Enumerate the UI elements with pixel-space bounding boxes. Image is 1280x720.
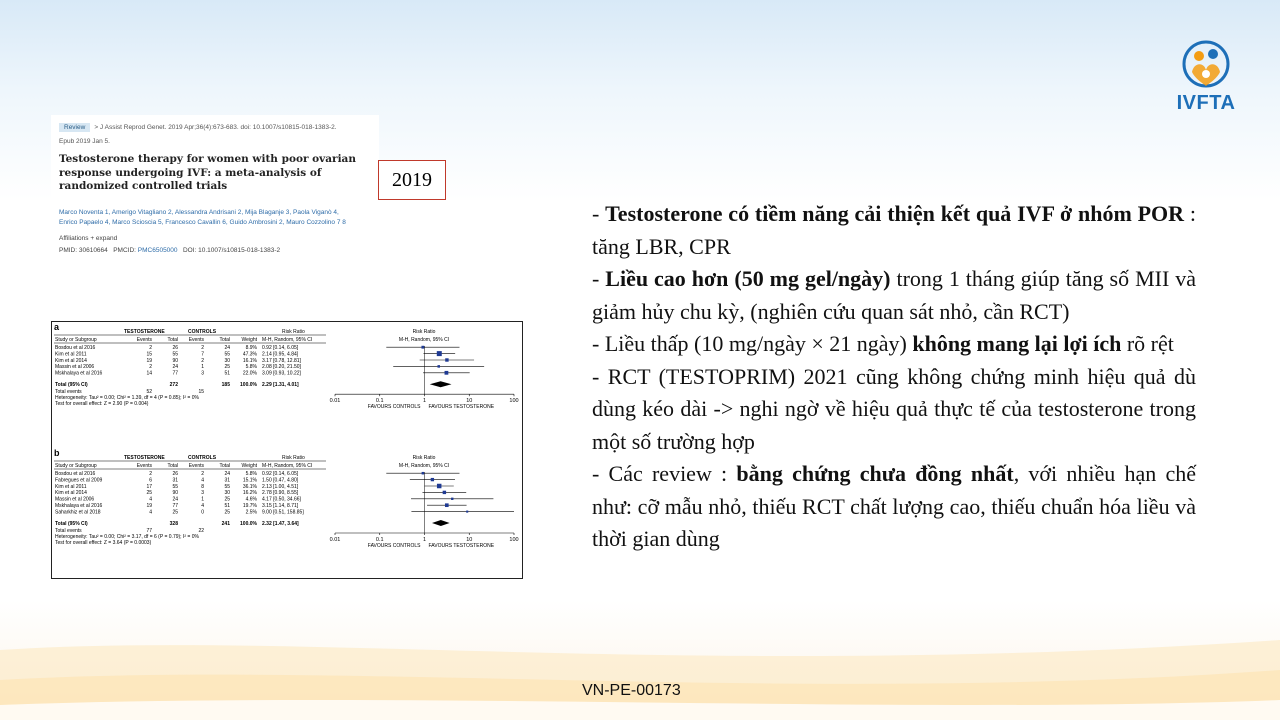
panel-b-header-method: M-H, Random, 95% CI [262, 463, 313, 469]
panel-b-row-0-ci: 0.92 [0.14, 6.05] [262, 471, 299, 477]
article-meta [59, 123, 337, 132]
panel-a-row-2-events-t: 19 [146, 357, 152, 364]
panel-b-row-2-events-c: 8 [201, 483, 204, 490]
panel-a-row-1-events-c: 7 [201, 351, 204, 358]
panel-b-row-5-events-c: 4 [201, 503, 204, 509]
panel-b-row-4-study: Massin et al 2006 [55, 496, 95, 503]
panel-a-header-total-t: Total [167, 337, 178, 343]
panel-b-total-ct: 241 [221, 520, 230, 527]
panel-a-row-0-total-t: 26 [172, 345, 178, 351]
panel-b-row-5-ci: 3.15 [1.14, 8.71] [262, 503, 299, 509]
panel-b-header-rr: Risk Ratio [282, 455, 305, 461]
panel-a-row-1-point [437, 351, 442, 356]
panel-a-row-4-total-t: 77 [172, 370, 178, 377]
panel-a-row-4-point [445, 371, 449, 375]
bullet-1: - Testosterone có tiềm năng cải thiện kết quả IVF ở nhóm POR : tăng LBR, CPR [592, 201, 1196, 259]
panel-b-row-5-total-t: 77 [172, 503, 178, 509]
panel-a-row-3-total-c: 25 [224, 364, 230, 371]
panel-a-total-tt: 272 [169, 382, 178, 388]
bullet-5: - Các review : bằng chứng chưa đồng nhất, với nhiều hạn chế như: cỡ mẫu nhỏ, thiếu RCT chất lượng cao, thiếu chuẩn hóa liều và thời gian dùng [592, 461, 1197, 551]
panel-b-row-6-total-c: 25 [224, 509, 230, 516]
panel-b-row-0-point [422, 472, 425, 475]
panel-b-row-0-total-c: 24 [224, 471, 230, 477]
affiliations-toggle[interactable]: Affiliations + expand [59, 235, 118, 242]
panel-a-header-events-t: Events [136, 337, 152, 343]
bullet-3-bold: không mang lại lợi ích [912, 331, 1122, 356]
panel-b-row-2-ci: 2.13 [1.00, 4.51] [262, 483, 299, 490]
panel-a-header-rr: Risk Ratio [282, 329, 305, 335]
panel-b-row-3-study: Kim et al 2014 [55, 490, 87, 497]
panel-b-row-3-ci: 2.78 [0.90, 8.55] [262, 490, 299, 497]
panel-b-row-2-events-t: 17 [146, 483, 152, 490]
panel-a-row-0-study: Bosdou et al 2016 [55, 345, 96, 351]
panel-a-row-2-ci: 3.17 [0.78, 12.81] [262, 357, 301, 364]
panel-b-tick-label-0: 0.01 [329, 537, 341, 543]
panel-b-row-2-study: Kim et al 2011 [55, 483, 87, 490]
epub-date: Epub 2019 Jan 5. [59, 138, 110, 145]
bullet-5-bold: bằng chứng chưa đồng nhất [736, 461, 1014, 486]
panel-b-tick-label-2: 1 [422, 537, 427, 543]
panel-a-tick-label-1: 0.1 [375, 398, 384, 405]
panel-b-row-6-events-t: 4 [149, 509, 152, 516]
panel-b-favours-left: FAVOURS CONTROLS [367, 543, 421, 549]
panel-b-favours-right: FAVOURS TESTOSTERONE [428, 543, 495, 549]
panel-b-row-5-total-c: 51 [224, 503, 230, 509]
panel-a-header-total-c: Total [219, 337, 230, 343]
panel-a-total-ct: 185 [221, 382, 230, 388]
article-title: Testosterone therapy for women with poor ovarian response undergoing IVF: a meta-analysis of randomized controlled trials [59, 153, 356, 192]
panel-a-row-3-total-t: 24 [172, 364, 178, 371]
panel-b-row-1-point [431, 478, 434, 481]
doi[interactable]: DOI: 10.1007/s10815-018-1383-2 [182, 247, 281, 254]
panel-a-row-4-weight: 22.0% [242, 370, 257, 377]
panel-a-row-0-total-c: 24 [224, 345, 230, 351]
panel-a-row-0-point [421, 346, 424, 349]
panel-b-events-c: 22 [198, 527, 204, 534]
panel-a-row-3-events-t: 2 [149, 364, 152, 371]
bullet-list [592, 198, 1196, 556]
panel-a-row-3-weight: 5.8% [245, 364, 257, 371]
year-label-box: 2019 [378, 160, 446, 200]
panel-b-row-5-point [445, 503, 449, 507]
article-identifiers [59, 247, 280, 254]
panel-a-row-2-weight: 16.1% [242, 357, 257, 364]
panel-b-row-1-total-t: 31 [172, 477, 178, 484]
panel-b-row-3-weight: 16.2% [242, 490, 257, 497]
forest-plot-figure [51, 321, 523, 579]
panel-b-label: b [54, 448, 60, 458]
panel-a-row-1-total-c: 55 [224, 351, 230, 358]
bullet-2: - Liều cao hơn (50 mg gel/ngày) trong 1 tháng giúp tăng số MII và giảm hủy chu kỳ, (nghiên cứu quan sát nhỏ, cần RCT) [592, 266, 1197, 324]
panel-a-overall-effect: Test for overall effect: Z = 2.90 (P = 0.004) [55, 401, 149, 407]
panel-b-total-ci: 2.32 [1.47, 3.64] [262, 520, 299, 527]
panel-b-row-4-events-t: 4 [149, 496, 152, 503]
panel-a-header-events-c: Events [188, 337, 204, 343]
panel-a-row-3-events-c: 1 [201, 364, 204, 371]
panel-a-header-method: M-H, Random, 95% CI [262, 337, 313, 343]
panel-a-row-0-weight: 8.9% [245, 345, 257, 351]
panel-b-row-3-events-t: 25 [146, 490, 152, 497]
pmcid-link[interactable]: PMC6505000 [137, 247, 178, 254]
panel-b-row-4-point [451, 498, 453, 500]
panel-a-row-3-ci: 2.08 [0.20, 21.50] [262, 364, 301, 371]
panel-b-header-study: Study or Subgroup [55, 463, 97, 469]
panel-b-heterogeneity: Heterogeneity: Tau² = 0.00; Chi² = 3.17, df = 6 (P = 0.79); I² = 0% [55, 533, 199, 540]
panel-b-row-4-ci: 4.17 [0.50, 34.66] [262, 496, 301, 503]
panel-b-row-5-events-t: 19 [146, 503, 152, 509]
panel-b-events-t: 77 [146, 527, 152, 534]
panel-a-events-t: 52 [146, 389, 152, 395]
panel-a-label: a [54, 322, 60, 332]
panel-b-header-testosterone: TESTOSTERONE [124, 455, 165, 461]
bullet-2-bold: Liều cao hơn (50 mg gel/ngày) [605, 266, 891, 291]
panel-b-total-tt: 328 [169, 520, 178, 527]
pmid: PMID: 30610664 [59, 247, 108, 254]
panel-b-header-events-t: Events [136, 463, 152, 469]
article-citation-card [51, 115, 379, 261]
panel-b-row-4-total-c: 25 [224, 496, 230, 503]
panel-b-row-0-study: Bosdou et al 2016 [55, 471, 96, 477]
panel-a-header-controls: CONTROLS [188, 329, 217, 335]
logo-text: IVFTA [1176, 92, 1236, 114]
panel-b-row-0-weight: 5.8% [245, 471, 257, 477]
panel-a-total-label: Total (95% CI) [55, 382, 88, 388]
panel-b-tick-label-4: 100 [509, 537, 519, 543]
panel-b-header-method-plot: M-H, Random, 95% CI [398, 463, 450, 469]
panel-a-row-2-total-t: 90 [172, 357, 178, 364]
panel-a-events-c: 15 [198, 389, 204, 395]
panel-b-row-2-total-c: 55 [224, 483, 230, 490]
pmcid-label: PMCID: [113, 247, 136, 254]
panel-a-heterogeneity: Heterogeneity: Tau² = 0.00; Chi² = 1.39, df = 4 (P = 0.85); I² = 0% [55, 395, 199, 401]
panel-b-row-6-point [466, 511, 468, 513]
panel-a-favours-left: FAVOURS CONTROLS [367, 404, 421, 411]
panel-b-header-total-t: Total [167, 463, 178, 469]
panel-a-total-ci: 2.29 [1.31, 4.01] [262, 382, 299, 388]
authors-line-1[interactable]: Marco Noventa 1, Amerigo Vitagliano 2, Alessandra Andrisani 2, Mija Blaganje 3, Paola Viganò 4, [59, 209, 339, 216]
panel-b-row-1-total-c: 31 [224, 477, 230, 484]
panel-b-total-label: Total (95% CI) [55, 520, 88, 527]
panel-b-row-6-weight: 2.5% [245, 509, 257, 516]
panel-b-row-3-total-t: 90 [172, 490, 178, 497]
panel-a-row-1-study: Kim et al 2011 [55, 351, 87, 358]
panel-b-row-1-ci: 1.50 [0.47, 4.80] [262, 477, 299, 484]
panel-b-total-w: 100.0% [240, 520, 257, 527]
panel-b-row-4-events-c: 1 [201, 496, 204, 503]
panel-b-row-6-total-t: 25 [172, 509, 178, 516]
document-code: VN-PE-00173 [582, 682, 681, 699]
panel-a-row-0-events-c: 2 [201, 345, 204, 351]
decorative-wave [0, 610, 1280, 720]
bullet-4: - RCT (TESTOPRIM) 2021 cũng không chứng minh hiệu quả dù dùng kéo dài -> nghi ngờ về hiệu quả thực tế của testosterone trong một số trường hợp [592, 363, 1196, 454]
panel-b-total-diamond [432, 520, 450, 526]
panel-a-row-1-total-t: 55 [172, 351, 178, 358]
panel-a-tick-label-2: 1 [422, 398, 427, 405]
panel-b-header-weight: Weight [241, 463, 257, 469]
panel-a-row-3-point [437, 365, 440, 368]
review-badge: Review [59, 123, 90, 132]
panel-b-overall-effect: Test for overall effect: Z = 3.64 (P = 0.0003) [55, 539, 152, 546]
panel-b-row-3-events-c: 3 [201, 490, 204, 497]
panel-b-row-4-total-t: 24 [172, 496, 178, 503]
panel-a-row-2-study: Kim et al 2014 [55, 357, 87, 364]
panel-a-header-method-plot: M-H, Random, 95% CI [398, 337, 450, 343]
panel-a-row-0-ci: 0.92 [0.14, 6.05] [262, 345, 299, 351]
panel-b-header-total-c: Total [219, 463, 230, 469]
panel-b-row-1-weight: 15.1% [242, 477, 257, 484]
panel-b-row-2-point [437, 484, 442, 489]
panel-a-header-rr-plot: Risk Ratio [412, 329, 436, 335]
panel-a-row-0-events-t: 2 [149, 345, 152, 351]
panel-b-tick-label-1: 0.1 [375, 537, 384, 543]
panel-a-tick-label-0: 0.01 [329, 398, 341, 405]
panel-a-row-1-events-t: 15 [146, 351, 152, 358]
panel-b-tick-label-3: 10 [466, 537, 473, 543]
panel-a-events-label: Total events [55, 389, 82, 395]
panel-b-row-2-total-t: 55 [172, 483, 178, 490]
panel-b-header-rr-plot: Risk Ratio [412, 455, 436, 461]
panel-a-header-weight: Weight [241, 337, 257, 343]
panel-b-row-1-events-t: 6 [149, 477, 152, 484]
bullet-1-bold: Testosterone có tiềm năng cải thiện kết quả IVF ở nhóm POR [605, 201, 1185, 226]
panel-a-header-study: Study or Subgroup [55, 337, 97, 343]
article-authors[interactable] [59, 208, 371, 228]
panel-b-header-controls: CONTROLS [188, 455, 217, 461]
panel-b-row-0-total-t: 26 [172, 471, 178, 477]
panel-b-row-6-ci: 9.00 [0.51, 158.85] [262, 509, 304, 516]
panel-a-header-testosterone: TESTOSTERONE [124, 329, 165, 335]
panel-b-row-6-study: Saharkhiz et al 2018 [55, 509, 101, 516]
bullet-3: - Liều thấp (10 mg/ngày × 21 ngày) không mang lại lợi ích rõ rệt [592, 331, 1174, 356]
panel-b-row-0-events-c: 2 [201, 471, 204, 477]
panel-a-row-2-point [445, 358, 448, 361]
panel-b-row-0-events-t: 2 [149, 471, 152, 477]
panel-b-row-5-study: Mskhalaya et al 2016 [55, 503, 103, 509]
panel-a-row-4-events-t: 14 [146, 370, 152, 377]
panel-b-row-5-weight: 19.7% [242, 503, 257, 509]
panel-b-row-1-events-c: 4 [201, 477, 204, 484]
panel-a-total-w: 100.0% [240, 382, 257, 388]
panel-a-row-1-ci: 2.14 [0.95, 4.84] [262, 351, 299, 358]
panel-b-row-4-weight: 4.6% [245, 496, 257, 503]
panel-b-row-1-study: Fabregues et al 2009 [55, 477, 103, 484]
panel-a-row-3-study: Massin et al 2006 [55, 364, 95, 371]
panel-b-row-2-weight: 36.1% [242, 483, 257, 490]
panel-b-row-3-point [443, 491, 446, 494]
panel-b-row-6-events-c: 0 [201, 509, 204, 516]
panel-b-events-label: Total events [55, 527, 82, 534]
journal-citation[interactable]: > J Assist Reprod Genet. 2019 Apr;36(4):673-683. doi: 10.1007/s10815-018-1383-2. [94, 124, 337, 131]
panel-a-row-2-total-c: 30 [224, 357, 230, 364]
panel-a-favours-right: FAVOURS TESTOSTERONE [428, 404, 495, 411]
panel-a-row-2-events-c: 2 [201, 357, 204, 364]
forest-plot-svg [52, 322, 522, 578]
panel-a-row-4-study: Mskhalaya et al 2016 [55, 370, 103, 377]
panel-a-row-4-events-c: 3 [201, 370, 204, 377]
panel-a-tick-label-3: 10 [466, 398, 473, 405]
panel-a-row-4-ci: 3.09 [0.93, 10.22] [262, 370, 301, 377]
panel-a-total-diamond [430, 381, 452, 387]
panel-a-row-1-weight: 47.3% [242, 351, 257, 358]
panel-b-row-3-total-c: 30 [224, 490, 230, 497]
panel-a-tick-label-4: 100 [509, 398, 519, 405]
panel-a-row-4-total-c: 51 [224, 370, 230, 377]
panel-b-header-events-c: Events [188, 463, 204, 469]
authors-line-2[interactable]: Enrico Papaelo 4, Marco Scioscia 5, Francesco Cavallin 6, Guido Ambrosini 2, Mauro Cozzolino 7 8 [59, 219, 346, 226]
